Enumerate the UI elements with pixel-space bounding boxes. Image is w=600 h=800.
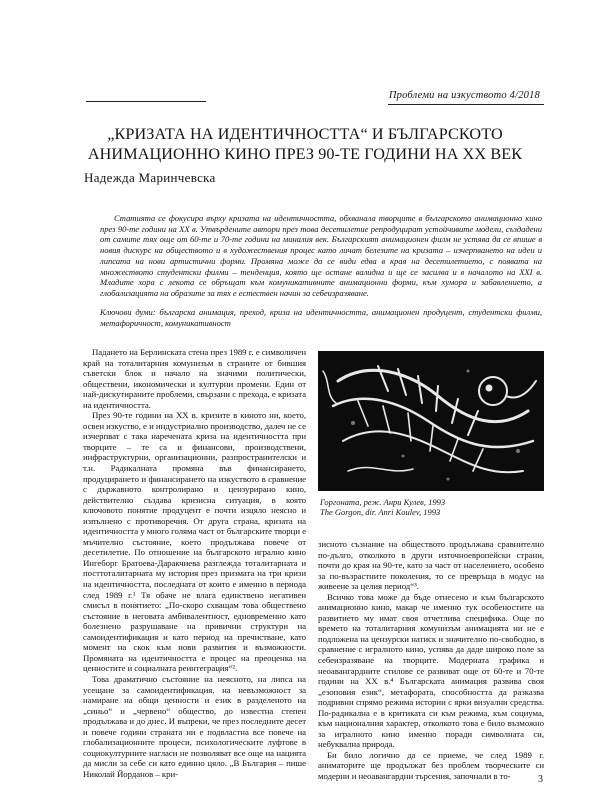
running-head-rule <box>388 104 544 105</box>
body-paragraph: Би било логично да се приеме, че след 1989 г. аниматорите ще продължат без проблем творческите си модерни и неоавангардни търсения, започнали в то- <box>318 749 544 782</box>
body-column-right <box>318 539 544 782</box>
body-paragraph: Всичко това може да бъде отнесено и към българското анимационно кино, макар че именно тук особеностите на развитието му имат своя отчетлива специфика. Още по времето на тоталитарния комунизъм анимацията ни не е подложена на цензурски натиск и значително по-свободно, в сравнение с игралното кино, успява да даде широко поле за себеизразяване на творците. Модерната графика и неоавангардните стилове се развиват още от 60-те и 70-те години на XX в.⁴ Българската анимация развива своя „езоповия език“, метафората, способността да разказва подривни спрямо режима истории с ярки визуални средства. По-радикална е в критиката си към режима, към социума, към националния характер, отколкото това е било възможно за игралното кино именно поради символната си, небуквална природа. <box>318 591 544 750</box>
article-title-line-2: АНИМАЦИОННО КИНО ПРЕЗ 90-ТЕ ГОДИНИ НА XX ВЕК <box>87 145 523 163</box>
body-paragraph: зисното съзнание на обществото продължава сравнително по-дълго, отколкото в други източноевропейски страни, почти до края на 90-те, като за част от населението, особено за по-възрастните поколения, то се превръща в модус на живеене за целия период“³. <box>318 539 544 592</box>
article-title <box>70 124 540 164</box>
figure-caption-bg: Горгоната, реж. Анри Кулев, 1993 <box>320 497 446 507</box>
body-paragraph: Падането на Берлинската стена през 1989 г. е символичен край на тоталитарния комунизъм в страните от бившия съветски блок и начало на значими политически, обществени, икономически и културни промени. Един от най-дискутираните проблеми, свързани с прехода, е кризата на идентичността. <box>83 347 306 410</box>
header-left-rule <box>86 101 206 102</box>
body-column-left <box>83 347 306 779</box>
article-abstract: Статията се фокусира върху кризата на идентичността, обхванала творците в българското анимационно кино през 90-те години на XX в. Утвърдените автори през това десетилетие репродуцират устойчивите модели, създадени от самите тях още от 60-те и 70-те години на миналия век. Българският анимационен филм не устява да се впише в новия дискурс на обществото и в художествения процес като личат белезите на кризата – изчерпването на идеи и липсата на нови артистични форми. Промяна може да се види едва в края на десетилетието, с появата на множеството студентски филми – тенденция, която ще остане валидна и ще се засилва и в началото на XXI в. Младите хора с лекота се обръщат към комуникативните анимационни форми, към хумора и забавлението, а глобализацията на образите за тях е естествен начин за себеизразяване. <box>100 213 542 298</box>
body-paragraph: Това драматично състояние на неясното, на липса на усещане за самоидентификация, на невъзможност за намиране на общи ценности и език в разделеното на „синьо“ и „червено“ общество, до известна степен продължава и до днес. И въпреки, че през последните десет и повече години страната ни е подвластна все повече на глобализационните процеси, психологическите луфтове в социокултурните нагласи не позволяват все още на нацията да мисли за себе си като единно цяло. „В България – пише Николай Йорданов – кри- <box>83 673 306 779</box>
article-title-line-1: „КРИЗАТА НА ИДЕНТИЧНОСТТА“ И БЪЛГАРСКОТО <box>107 125 503 143</box>
film-still-image <box>318 351 544 491</box>
article-author: Надежда Маринчевска <box>84 170 216 185</box>
running-head: Проблеми на изкуството 4/2018 <box>388 90 540 101</box>
article-keywords: Ключови думи: българска анимация, преход, криза на идентичността, анимационен продуцент, студентски филми, метафоричност, комуникативност <box>100 307 542 328</box>
figure-caption-en: The Gorgon, dir. Anri Koulev, 1993 <box>320 507 441 518</box>
page-number: 3 <box>538 774 543 785</box>
body-paragraph: През 90-те години на XX в. кризите в киното ни, което, освен изкуство, е и индустриално производство, далеч не се изчерпват с така наречената криза на идентичността при творците – те са и финансови, производствени, инфраструктурни, организационни, разпространителски и т.н. Радикалната промяна във финансирането, продуцирането и финансирането на изкуството в сравнение с държавното контролирано и цензурирано кино, действително създава кризисна ситуация, в която ключовото понятие продуцент е почти изцяло неясно и изпълнено с противоречия. От друга страна, кризата на идентичността у много голяма част от българските творци е мъчително състояние, което продължава повече от десетилетие. По отношение на българското игрално кино Ингеборг Братоева-Даракчиева разглежда тоталитарната и посттоталитарната му история през призмата на три кризи на идентичността, последната от които е именно в периода след 1989 г.¹ Тя обаче не влага единствено негативен смисъл в понятието: „По-скоро схващам това обществено състояние в неговата амбивалентност, едновременно като болезнено разрушаване на привични структури на самоидентификация и като период на пречистване, като момент на скок към нови развития и възможности. Промяната на идентичността е процес на преоценка на ценностите и социалната реинтеграция“². <box>83 410 306 674</box>
figure-caption <box>320 497 544 518</box>
gorgon-illustration <box>318 351 544 491</box>
